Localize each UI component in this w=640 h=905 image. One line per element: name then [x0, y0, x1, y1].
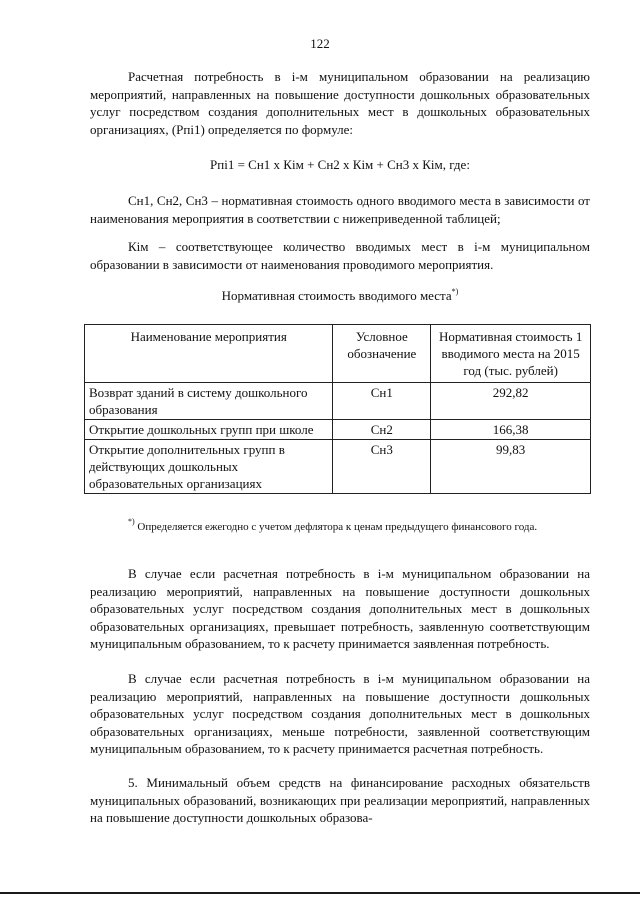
paragraph-less: В случае если расчетная потребность в i-м муниципальном образовании на реализацию мероприятий, направленных на повышение доступности дошкольных образовательных услуг посредством создания дополнительных мест в дошкольных образовательных организациях, меньше потребности, заявленной соответствующим муниципальным образованием, то к расчету принимается расчетная потребность.	[90, 671, 590, 756]
row-cost: 166,38	[431, 420, 591, 440]
table-row	[85, 440, 591, 494]
norm-cost-table	[84, 324, 591, 494]
footnote	[90, 518, 590, 536]
row-code: Сн2	[333, 420, 431, 440]
table-title-text: Нормативная стоимость вводимого места	[221, 288, 452, 303]
header-cost: Нормативная стоимость 1 вводимого места на 2015 год (тыс. рублей)	[431, 325, 591, 383]
definition-kim: Кiм – соответствующее количество вводимых мест в i-м муниципальном образовании в зависимости от наименования проводимого мероприятия.	[90, 239, 590, 272]
header-code: Условное обозначение	[333, 325, 431, 383]
definition-cn: Сн1, Сн2, Сн3 – нормативная стоимость одного вводимого места в зависимости от наименования мероприятия в соответствии с нижеприведенной таблицей;	[90, 193, 590, 226]
paragraph-exceeds: В случае если расчетная потребность в i-м муниципальном образовании на реализацию мероприятий, направленных на повышение доступности дошкольных образовательных услуг посредством создания дополнительных мест в дошкольных образовательных организациях, превышает потребность, заявленную соответствующим муниципальным образованием, то к расчету принимается заявленная потребность.	[90, 566, 590, 651]
table-row	[85, 420, 591, 440]
row-activity: Возврат зданий в систему дошкольного образования	[85, 383, 333, 420]
row-cost: 292,82	[431, 383, 591, 420]
page-number: 122	[310, 36, 330, 51]
footnote-mark: *)	[128, 517, 135, 526]
table-header-row	[85, 325, 591, 383]
paragraph-5: 5. Минимальный объем средств на финансирование расходных обязательств муниципальных образований, возникающих при реализации мероприятий, направленных на повышение доступности дошкольных образова-	[90, 775, 590, 825]
row-code: Сн1	[333, 383, 431, 420]
page-bottom-rule	[0, 892, 640, 894]
formula: Pпi1 = Сн1 х Кiм + Сн2 х Кiм + Сн3 х Кiм, где:	[210, 157, 470, 172]
row-code: Сн3	[333, 440, 431, 494]
table-row	[85, 383, 591, 420]
header-activity: Наименование мероприятия	[85, 325, 333, 383]
intro-paragraph: Расчетная потребность в i-м муниципальном образовании на реализацию мероприятий, направленных на повышение доступности дошкольных образовательных услуг посредством создания дополнительных мест в дошкольных образовательных организациях, (Pпi1) определяется по формуле:	[90, 69, 590, 137]
row-activity: Открытие дошкольных групп при школе	[85, 420, 333, 440]
footnote-text: Определяется ежегодно с учетом дефлятора к ценам предыдущего финансового года.	[137, 521, 538, 533]
table-title-mark: *)	[451, 287, 459, 296]
row-cost: 99,83	[431, 440, 591, 494]
table-title	[90, 288, 590, 304]
row-activity: Открытие дополнительных групп в действующих дошкольных образовательных организациях	[85, 440, 333, 494]
